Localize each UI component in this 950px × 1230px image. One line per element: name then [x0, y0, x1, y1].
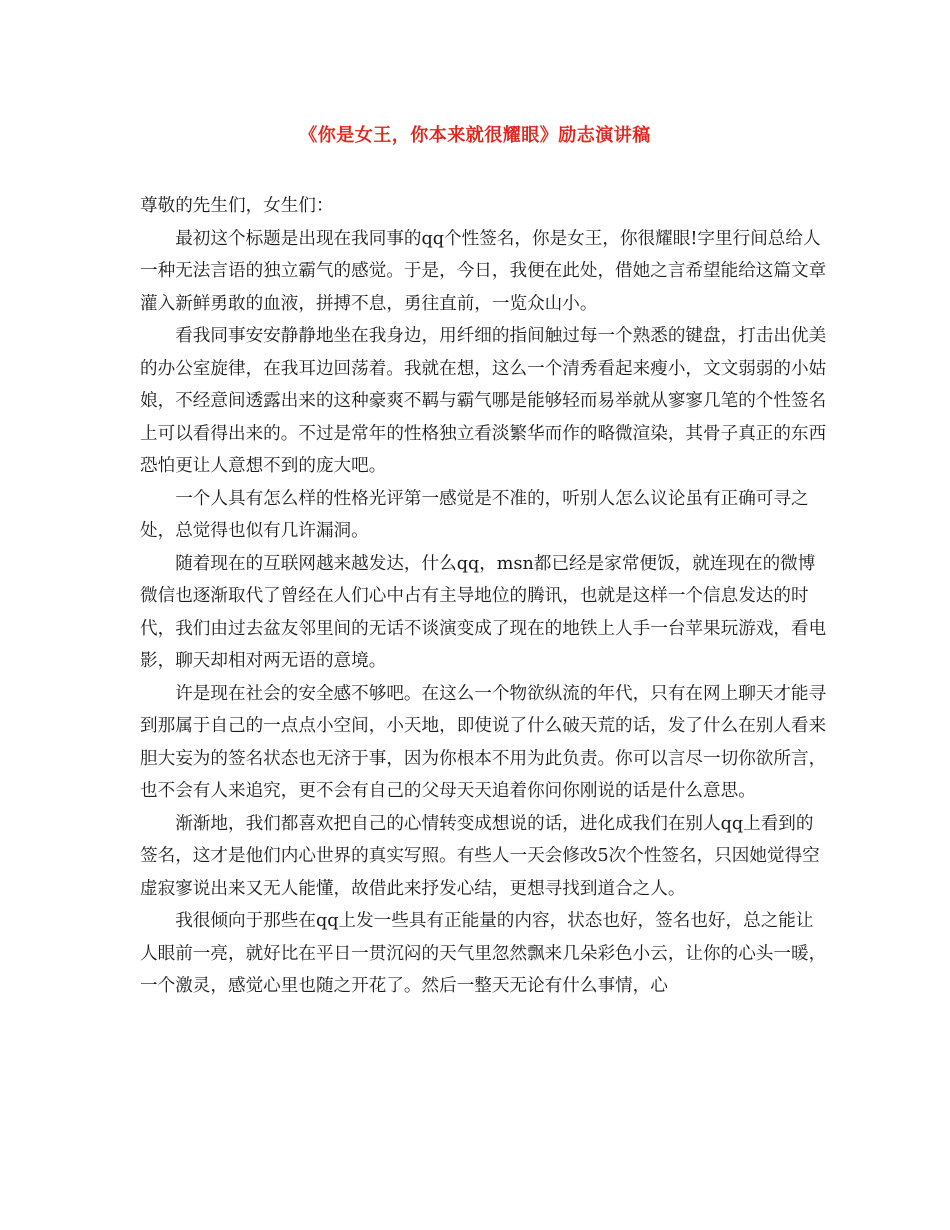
paragraph-5: 许是现在社会的安全感不够吧。在这么一个物欲纵流的年代，只有在网上聊天才能寻到那属于自己的一点点小空间，小天地，即使说了什么破天荒的话，发了什么在别人看来胆大妄为的签名状态也无济于事，因为你根本不用为此负责。你可以言尽一切你欲所言，也不会有人来追究，更不会有自己的父母天天追着你问你刚说的话是什么意思。 — [140, 683, 827, 801]
paragraph-4: 随着现在的互联网越来越发达，什么qq，msn都已经是家常便饭，就连现在的微博微信也逐渐取代了曾经在人们心中占有主导地位的腾讯，也就是这样一个信息发达的时代，我们由过去盆友邻里间的无话不谈演变成了现在的地铁上人手一台苹果玩游戏，看电影，聊天却相对两无语的意境。 — [140, 553, 827, 671]
document-body — [140, 190, 830, 1003]
document-title: 《你是女王，你本来就很耀眼》励志演讲稿 — [299, 125, 651, 146]
paragraph-1: 最初这个标题是出现在我同事的qq个性签名，你是女王，你很耀眼!字里行间总给人一种无法言语的独立霸气的感觉。于是，今日，我便在此处，借她之言希望能给这篇文章灌入新鲜勇敢的血液，拼搏不息，勇往直前，一览众山小。 — [140, 228, 827, 314]
paragraph-2: 看我同事安安静静地坐在我身边，用纤细的指间触过每一个熟悉的键盘，打击出优美的办公室旋律，在我耳边回荡着。我就在想，这么一个清秀看起来瘦小，文文弱弱的小姑娘，不经意间透露出来的这种豪爽不羁与霸气哪是能够轻而易举就从寥寥几笔的个性签名上可以看得出来的。不过是常年的性格独立看淡繁华而作的略微渲染，其骨子真正的东西恐怕更让人意想不到的庞大吧。 — [140, 326, 827, 476]
paragraph-3: 一个人具有怎么样的性格光评第一感觉是不准的，听别人怎么议论虽有正确可寻之处，总觉得也似有几许漏洞。 — [140, 488, 809, 541]
paragraph-7: 我很倾向于那些在qq上发一些具有正能量的内容，状态也好，签名也好，总之能让人眼前一亮，就好比在平日一贯沉闷的天气里忽然飘来几朵彩色小云，让你的心头一暖，一个激灵，感觉心里也随之开花了。然后一整天无论有什么事情，心 — [140, 911, 827, 996]
salutation: 尊敬的先生们，女生们： — [140, 196, 334, 216]
paragraph-6: 渐渐地，我们都喜欢把自己的心情转变成想说的话，进化成我们在别人qq上看到的签名，这才是他们内心世界的真实写照。有些人一天会修改5次个性签名，只因她觉得空虚寂寥说出来又无人能懂，故借此来抒发心结，更想寻找到道合之人。 — [140, 813, 820, 899]
